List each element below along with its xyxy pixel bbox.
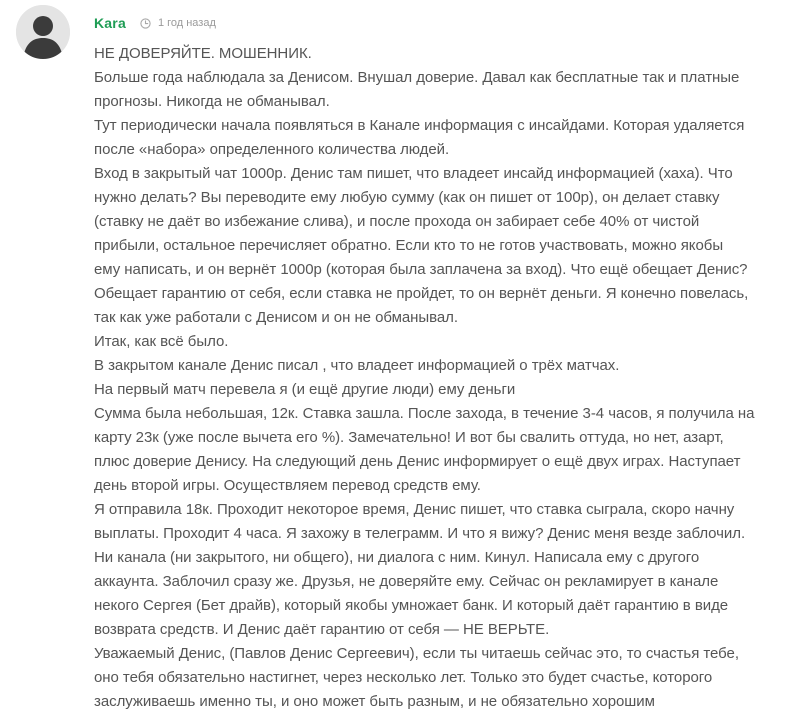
comment-text-line: (ставку не даёт во избежание слива), и после прохода он забирает себе 40% от чистой: [94, 213, 700, 230]
comment-text-line: ему написать, и он вернёт 1000р (которая была заплачена за вход). Что ещё обещает Денис?: [94, 261, 748, 278]
clock-icon: [140, 18, 151, 29]
comment-text-line: возврата средств. И Денис даёт гарантию от себя — НЕ ВЕРЬТЕ.: [94, 621, 550, 638]
author-name[interactable]: Kara: [94, 15, 126, 31]
comment-text-line: некого Сергея (Бет драйв), который якобы умножает банк. И который даёт гарантию в виде: [94, 597, 729, 614]
comment-text-line: нужно делать? Вы переводите ему любую сумму (как он пишет от 100р), он делает ставку: [94, 189, 720, 206]
comment-header: [94, 13, 216, 33]
comment-text-line: заслуживаешь именно ты, и оно может быть разным, и не обязательно хорошим: [94, 693, 655, 710]
comment-text-line: оно тебя обязательно настигнет, через несколько лет. Только это будет счастье, которого: [94, 669, 713, 686]
comment-text-line: НЕ ДОВЕРЯЙТЕ. МОШЕННИК.: [94, 45, 312, 62]
comment-text-line: В закрытом канале Денис писал , что владеет информацией о трёх матчах.: [94, 357, 620, 374]
comment-text-line: Вход в закрытый чат 1000р. Денис там пишет, что владеет инсайд информацией (хаха). Что: [94, 165, 733, 182]
avatar[interactable]: [16, 5, 70, 59]
comment-text-line: Уважаемый Денис, (Павлов Денис Сергеевич), если ты читаешь сейчас это, то счастья тебе,: [94, 645, 739, 662]
user-silhouette-icon: [16, 5, 70, 59]
comment-text-line: прогнозы. Никогда не обманывал.: [94, 93, 330, 110]
comment-text-line: после «набора» определенного количества людей.: [94, 141, 450, 158]
comment-text-line: карту 23к (уже после вычета его %). Замечательно! И вот бы свалить оттуда, но нет, азарт,: [94, 429, 724, 446]
comment-text-line: день второй игры. Осуществляем перевод средств ему.: [94, 477, 481, 494]
comment-text-line: На первый матч перевела я (и ещё другие люди) ему деньги: [94, 381, 516, 398]
comment-time: 1 год назад: [157, 17, 216, 29]
comment-text-line: Больше года наблюдала за Денисом. Внушал доверие. Давал как бесплатные так и платные: [94, 69, 740, 86]
comment-text-line: аккаунта. Заблочил сразу же. Друзья, не доверяйте ему. Сейчас он рекламирует в канале: [94, 573, 719, 590]
comment-timestamp: [140, 17, 216, 29]
comment-text-line: плюс доверие Денису. На следующий день Денис информирует о ещё двух играх. Наступает: [94, 453, 741, 470]
comment-text-line: Сумма была небольшая, 12к. Ставка зашла. После захода, в течение 3-4 часов, я получила на: [94, 405, 755, 422]
comment-text-line: Тут периодически начала появляться в Канале информация с инсайдами. Которая удаляется: [94, 117, 745, 134]
comment-body: [94, 42, 794, 714]
comment-text-line: Итак, как всё было.: [94, 333, 229, 350]
comment-text-line: так как уже работали с Денисом и он не обманывал.: [94, 309, 458, 326]
comment-text-line: Обещает гарантию от себя, если ставка не пройдет, то он вернёт деньги. Я конечно повелась,: [94, 285, 749, 302]
comment-text-line: Я отправила 18к. Проходит некоторое время, Денис пишет, что ставка сыграла, скоро начну: [94, 501, 735, 518]
comment-text-line: прибыли, остальное перечисляет обратно. Если кто то не готов участвовать, можно якобы: [94, 237, 724, 254]
comment-text-line: выплаты. Проходит 4 часа. Я захожу в телеграмм. И что я вижу? Денис меня везде заблочил.: [94, 525, 746, 542]
comment-text-line: Ни канала (ни закрытого, ни общего), ни диалога с ним. Кинул. Написала ему с другого: [94, 549, 700, 566]
